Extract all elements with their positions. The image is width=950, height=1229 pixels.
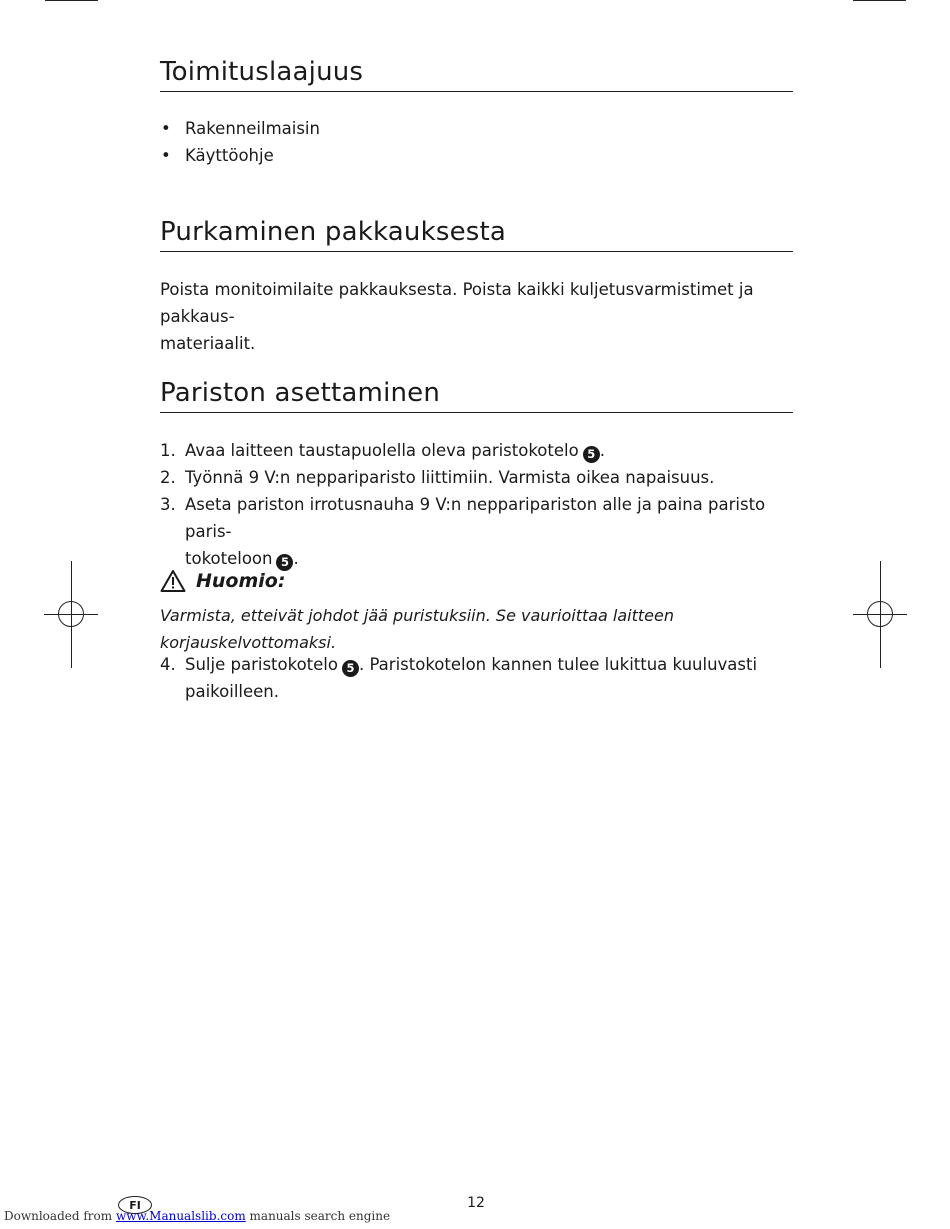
section-scope — [160, 55, 793, 92]
download-footer: Downloaded from www.Manualslib.com manuals search engine — [4, 1209, 391, 1223]
list-item: 3. Aseta pariston irrotusnauha 9 V:n nepparipariston alle ja paina paristo paris- tokoteloon 5 . — [160, 495, 766, 569]
warning-text: Varmista, etteivät johdot jää puristuksiin. Se vaurioittaa laitteen korjauskelvottomaksi. — [160, 606, 674, 652]
unpacking-line-2: materiaalit. — [160, 334, 256, 353]
unpacking-paragraph — [160, 276, 793, 357]
section-title-scope: Toimituslaajuus — [160, 55, 793, 92]
scope-list — [160, 115, 793, 169]
list-item: 4. Sulje paristokotelo 5 . Paristokotelon kannen tulee lukittua kuuluvasti paikoilleen. — [160, 655, 758, 701]
battery-steps — [160, 437, 793, 572]
section-unpacking — [160, 215, 793, 252]
language-badge: FI — [118, 1196, 152, 1214]
part-number-badge: 5 — [342, 660, 359, 677]
bullet-icon: • — [161, 146, 171, 165]
warning-title: Huomio: — [196, 570, 286, 592]
warning-header — [160, 566, 285, 596]
warning-triangle-icon — [160, 569, 186, 593]
section-title-unpacking: Purkaminen pakkauksesta — [160, 215, 793, 252]
registration-mark-left-circle — [58, 601, 84, 627]
unpacking-line-1: Poista monitoimilaite pakkauksesta. Poista kaikki kuljetusvarmistimet ja pakkaus- — [160, 280, 754, 326]
list-item: • Rakenneilmaisin — [160, 115, 793, 142]
registration-mark-right-circle — [867, 601, 893, 627]
list-item: • Käyttöohje — [160, 142, 793, 169]
part-number-badge: 5 — [276, 554, 293, 571]
section-title-battery: Pariston asettaminen — [160, 376, 793, 413]
list-item: 2. Työnnä 9 V:n neppariparisto liittimiin. Varmista oikea napaisuus. — [160, 468, 715, 487]
list-item: 1. Avaa laitteen taustapuolella oleva paristokotelo 5 . — [160, 441, 605, 461]
page-number: 12 — [467, 1195, 485, 1211]
section-battery — [160, 376, 793, 413]
manualslib-link[interactable]: www.Manualslib.com — [115, 1209, 246, 1223]
battery-step-4 — [160, 651, 810, 705]
bullet-icon: • — [161, 119, 171, 138]
part-number-badge: 5 — [583, 446, 600, 463]
crop-mark-top-left — [45, 0, 98, 1]
crop-mark-top-right — [853, 0, 906, 1]
